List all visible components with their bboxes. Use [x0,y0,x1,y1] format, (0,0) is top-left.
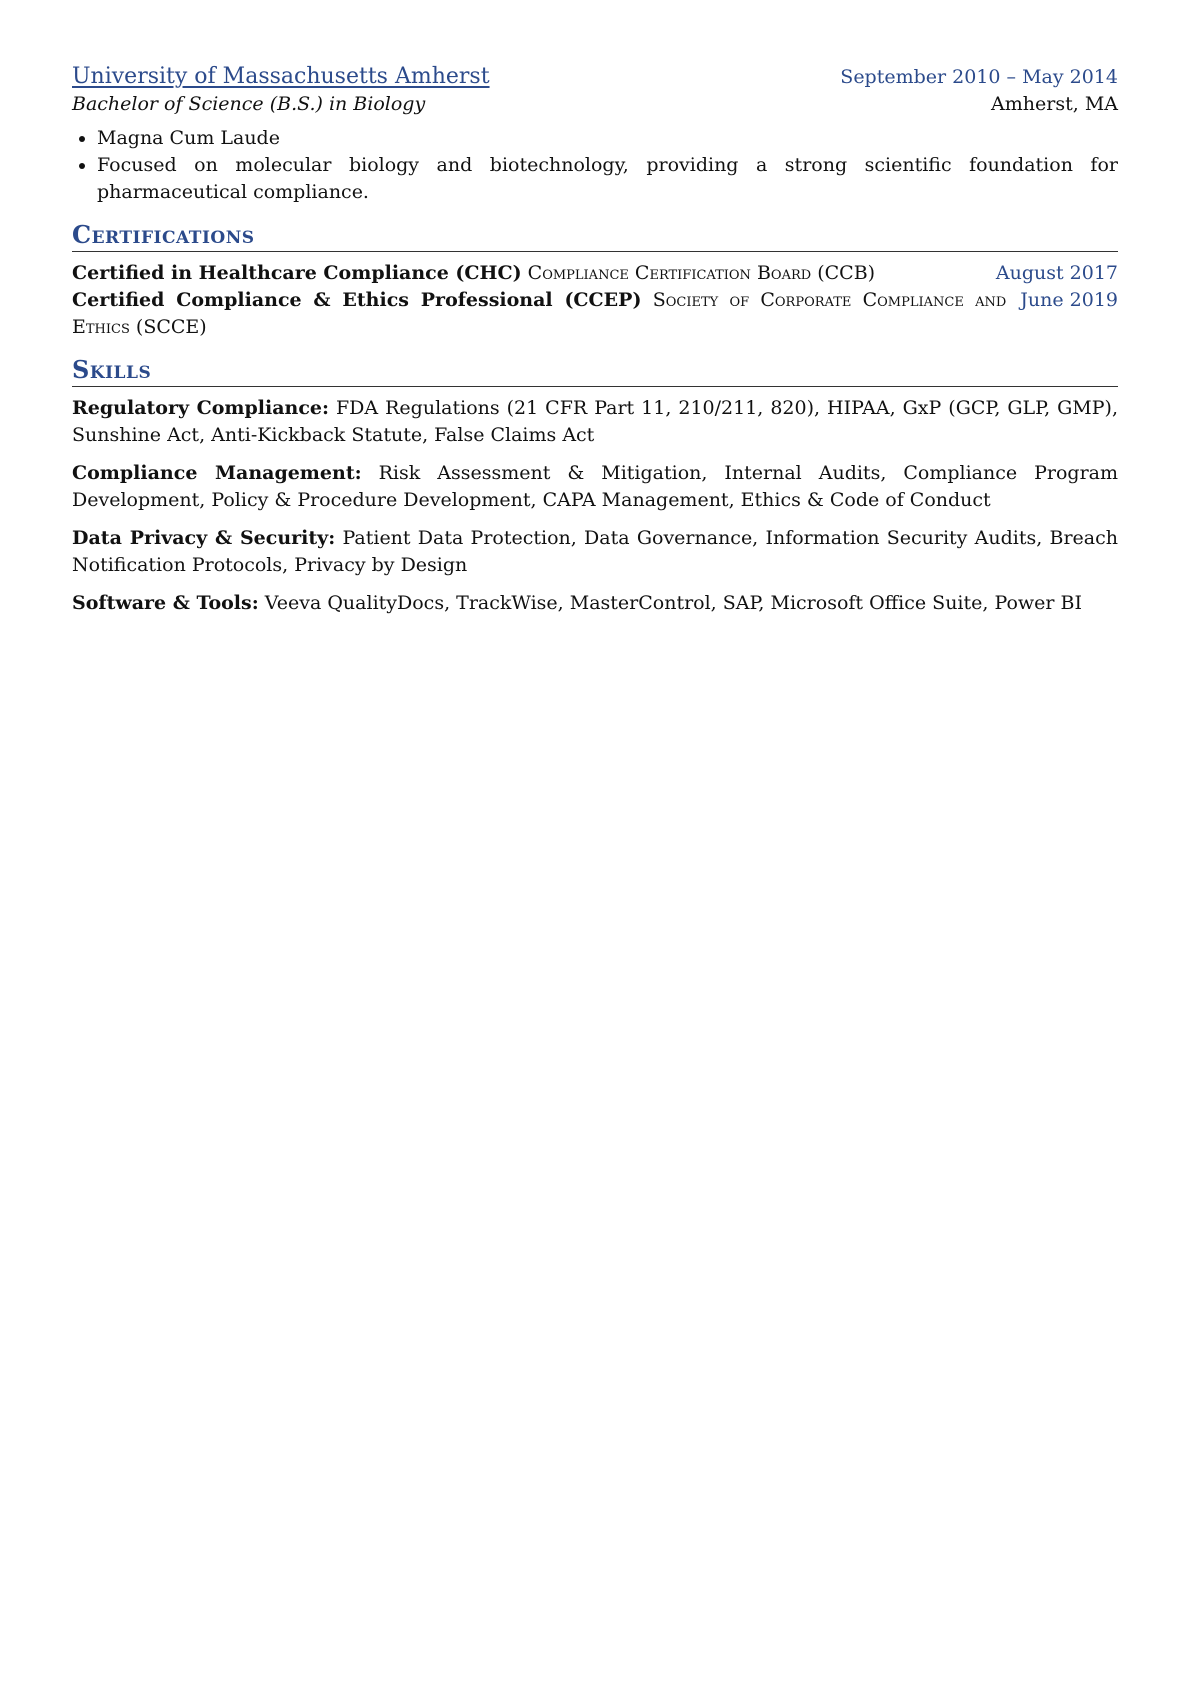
education-bullet: • Focused on molecular biology and biotechnology, providing a strong scientific foundation for pharmaceutical compliance. [97,152,1118,206]
certification-org: Compliance Certification Board (CCB) [527,262,876,284]
certification-org: Society of Corporate Compliance and Ethics (SCCE) [72,289,1007,338]
skill-value: Patient Data Protection, Data Governance, Information Security Audits, Breach Notification Protocols, Privacy by Design [72,527,1119,576]
resume-content [72,64,1118,617]
certifications-heading: Certifications [72,220,1118,252]
skill-item [72,525,1118,579]
skill-item [72,395,1118,449]
certifications-list [72,260,1118,341]
skill-item [72,460,1118,514]
skill-label: Data Privacy & Security: [72,527,336,549]
certification-date: August 2017 [995,262,1118,284]
skills-heading: Skills [72,355,1118,387]
education-school-link[interactable]: University of Massachusetts Amherst [72,64,490,89]
skill-value: Risk Assessment & Mitigation, Internal Audits, Compliance Program Development, Policy & Procedure Development, CAPA Management, Ethics & Code of Conduct [72,462,1118,511]
education-location: Amherst, MA [991,93,1118,115]
certification-text [72,260,982,287]
skills-list [72,395,1118,617]
education-bullet: • Magna Cum Laude [97,125,1118,152]
certification-name: Certified in Healthcare Compliance (CHC) [72,262,522,284]
skill-label: Compliance Management: [72,462,362,484]
education-entry [72,64,1118,206]
certification-item [72,260,1118,287]
skill-value: FDA Regulations (21 CFR Part 11, 210/211, 820), HIPAA, GxP (GCP, GLP, GMP), Sunshine Act, Anti-Kickback Statute, False Claims Act [72,397,1118,446]
certification-text [72,287,1006,341]
certification-item [72,287,1118,341]
certification-date: June 2019 [1020,289,1118,311]
skill-label: Software & Tools: [72,592,259,614]
skill-item [72,590,1118,617]
education-subheader [72,93,1118,115]
certification-name: Certified Compliance & Ethics Professional (CCEP) [72,289,642,311]
education-header [72,64,1118,89]
education-bullets [72,125,1118,206]
skill-label: Regulatory Compliance: [72,397,329,419]
education-degree: Bachelor of Science (B.S.) in Biology [72,93,426,115]
education-dates: September 2010 – May 2014 [840,66,1118,88]
skill-value: Veeva QualityDocs, TrackWise, MasterControl, SAP, Microsoft Office Suite, Power BI [264,592,1083,614]
